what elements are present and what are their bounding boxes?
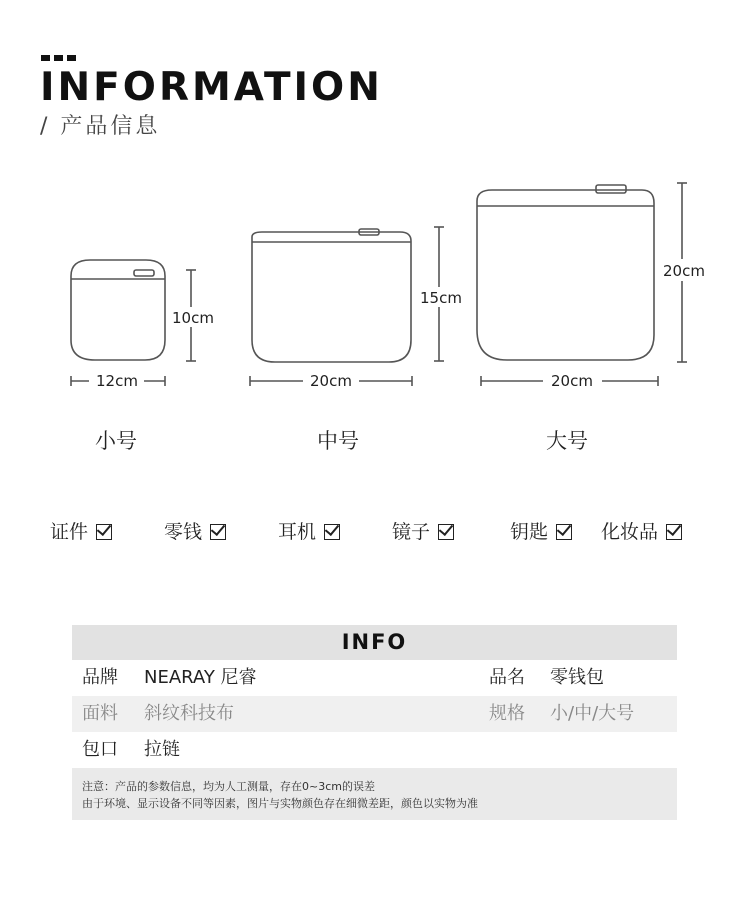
info-table [72, 625, 677, 820]
use-case-list [0, 517, 750, 551]
size-diagram [0, 175, 750, 390]
use-item-cosmetics: 化妆品 [601, 517, 682, 547]
large-size-name: 大号 [546, 429, 588, 453]
large-height-label: 20cm [663, 262, 705, 280]
disclaimer-notes [72, 768, 677, 820]
medium-pouch-illustration [252, 229, 411, 362]
checkbox-icon [666, 524, 682, 540]
large-pouch-illustration [477, 185, 654, 360]
medium-width-label: 20cm [310, 372, 352, 390]
info-value: 零钱包 [550, 667, 604, 688]
small-pouch-illustration [71, 260, 165, 360]
checkbox-icon [96, 524, 112, 540]
checkbox-icon [438, 524, 454, 540]
checkbox-icon [210, 524, 226, 540]
use-item-id-card: 证件 [50, 517, 112, 547]
use-item-coins: 零钱 [164, 517, 226, 547]
height-dimension-lines [186, 183, 687, 362]
info-key: 品牌 [82, 667, 118, 688]
info-value: NEARAY 尼睿 [144, 667, 257, 688]
checkbox-icon [324, 524, 340, 540]
info-row-fabric [72, 696, 677, 732]
use-item-earphones: 耳机 [278, 517, 340, 547]
medium-size-name: 中号 [317, 429, 359, 453]
info-table-heading: INFO [72, 625, 677, 660]
page-title: INFORMATION [40, 65, 383, 110]
info-row-brand [72, 660, 677, 696]
info-value: 斜纹科技布 [144, 703, 234, 724]
info-key: 包口 [82, 739, 118, 760]
use-item-mirror: 镜子 [392, 517, 454, 547]
small-height-label: 10cm [172, 309, 214, 327]
checkbox-icon [556, 524, 572, 540]
page-subtitle: / 产品信息 [40, 114, 161, 139]
medium-height-label: 15cm [420, 289, 462, 307]
info-value: 小/中/大号 [550, 703, 635, 724]
small-size-name: 小号 [95, 429, 137, 453]
small-width-label: 12cm [96, 372, 138, 390]
info-row-closure [72, 732, 677, 768]
disclaimer-line: 由于环境、显示设备不同等因素，图片与实物颜色存在细微差距，颜色以实物为准 [82, 797, 478, 810]
info-key: 品名 [489, 667, 525, 688]
large-width-label: 20cm [551, 372, 593, 390]
disclaimer-line: 注意：产品的参数信息，均为人工测量，存在0~3cm的误差 [82, 780, 375, 793]
info-value: 拉链 [144, 739, 180, 760]
info-key: 规格 [489, 703, 525, 724]
title-decoration-dots [41, 55, 76, 61]
info-key: 面料 [82, 703, 118, 724]
use-item-keys: 钥匙 [510, 517, 572, 547]
